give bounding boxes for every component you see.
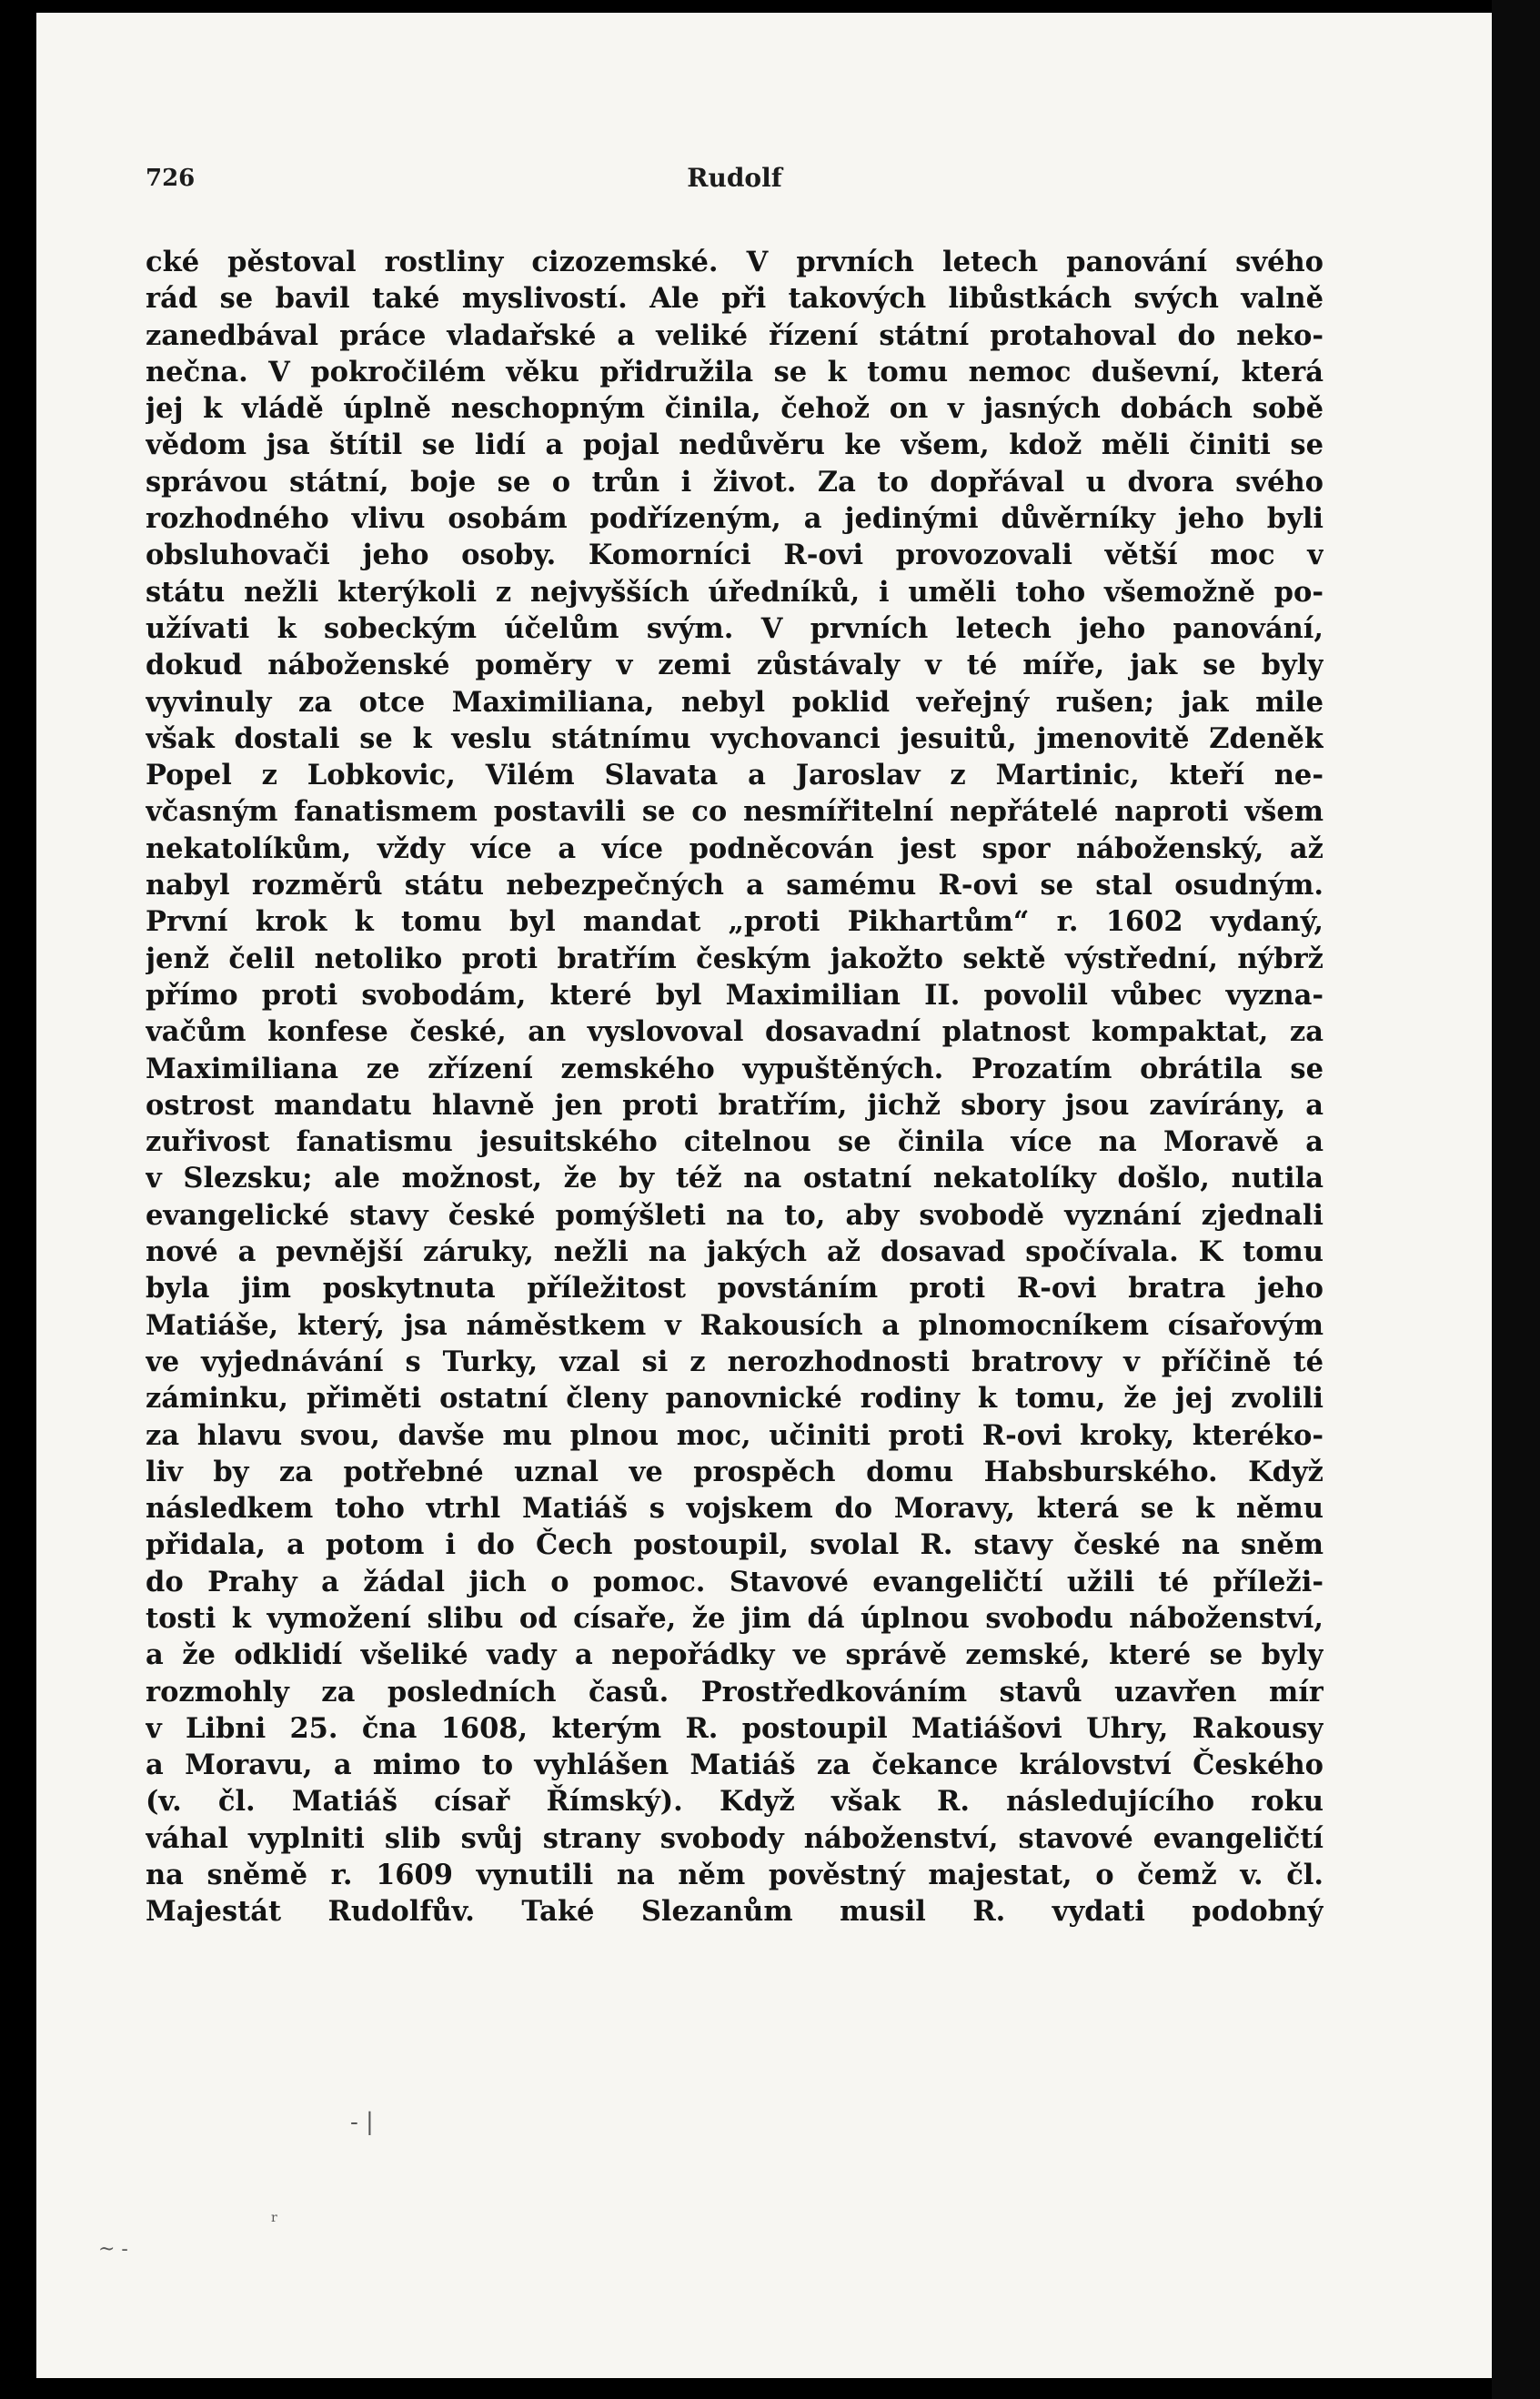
body-text: [146, 244, 1324, 1930]
text-line: jenž čelil netoliko proti bratřím českým jakožto sektě výstřední, nýbrž: [146, 942, 1324, 975]
text-line: v Libni 25. čna 1608, kterým R. postoupil Matiášovi Uhry, Rakousy: [146, 1711, 1324, 1745]
text-line: vědom jsa štítil se lidí a pojal nedůvěru ke všem, kdož měli činiti se: [146, 428, 1324, 462]
text-line: váhal vyplniti slib svůj strany svobody náboženství, stavové evangeličtí: [146, 1821, 1324, 1855]
text-line: zuřivost fanatismu jesuitského citelnou se činila více na Moravě a: [146, 1125, 1324, 1159]
text-line: byla jim poskytnuta příležitost povstáním proti R-ovi bratra jeho: [146, 1272, 1324, 1305]
text-line: Maximiliana ze zřízení zemského vypuštěných. Prozatím obrátila se: [146, 1052, 1324, 1085]
text-line: zanedbával práce vladařské a veliké řízení státní protahoval do neko-: [146, 318, 1324, 352]
text-line: nekatolíkům, vždy více a více podněcován jest spor náboženský, až: [146, 832, 1324, 865]
text-line: státu nežli kterýkoli z nejvyšších úředníků, i uměli toho všemožně po-: [146, 575, 1324, 609]
page-edge-shadow: [1492, 0, 1540, 2399]
text-line: ostrost mandatu hlavně jen proti bratřím, jichž sbory jsou zavírány, a: [146, 1088, 1324, 1122]
stray-mark: - |: [350, 2109, 374, 2136]
page-number: 726: [146, 165, 196, 192]
text-line: správou státní, boje se o trůn i život. Za to dopřával u dvora svého: [146, 465, 1324, 499]
text-line: (v. čl. Matiáš císař Římský). Když však R. následujícího roku: [146, 1785, 1324, 1819]
text-line: užívati k sobeckým účelům svým. V prvních letech jeho panování,: [146, 611, 1324, 645]
text-line: Matiáše, který, jsa náměstkem v Rakousích a plnomocníkem císařovým: [146, 1308, 1324, 1342]
text-line: Popel z Lobkovic, Vilém Slavata a Jaroslav z Martinic, kteří ne-: [146, 759, 1324, 792]
text-line: do Prahy a žádal jich o pomoc. Stavové evangeličtí užili té příleži-: [146, 1565, 1324, 1598]
text-line: v Slezsku; ale možnost, že by též na ostatní nekatolíky došlo, nutila: [146, 1162, 1324, 1195]
stray-mark-dot: r: [271, 2211, 277, 2225]
running-title: Rudolf: [687, 163, 782, 193]
text-line: Majestát Rudolfův. Také Slezanům musil R. vydati podobný: [146, 1895, 1324, 1929]
page-header: [146, 159, 1324, 199]
text-line: rozmohly za posledních časů. Prostředkováním stavů uzavřen mír: [146, 1675, 1324, 1709]
text-line: následkem toho vtrhl Matiáš s vojskem do Moravy, která se k němu: [146, 1492, 1324, 1526]
text-line: jej k vládě úplně neschopným činila, čehož on v jasných dobách sobě: [146, 392, 1324, 426]
text-line: cké pěstoval rostliny cizozemské. V prvních letech panování svého: [146, 246, 1324, 278]
text-line: na sněmě r. 1609 vynutili na něm pověstný majestat, o čemž v. čl.: [146, 1859, 1324, 1892]
text-line: rád se bavil také myslivostí. Ale při takových libůstkách svých valně: [146, 282, 1324, 316]
text-line: vačům konfese české, an vyslovoval dosavadní platnost kompaktat, za: [146, 1015, 1324, 1049]
text-line: nečna. V pokročilém věku přidružila se k tomu nemoc duševní, která: [146, 355, 1324, 388]
text-line: a že odklidí všeliké vady a nepořádky ve správě zemské, které se byly: [146, 1638, 1324, 1672]
text-line: liv by za potřebné uznal ve prospěch domu Habsburského. Když: [146, 1455, 1324, 1488]
text-line: však dostali se k veslu státnímu vychovanci jesuitů, jmenovitě Zdeněk: [146, 721, 1324, 755]
text-line: ve vyjednávání s Turky, vzal si z nerozhodnosti bratrovy v příčině té: [146, 1345, 1324, 1378]
text-line: přímo proti svobodám, které byl Maximilian II. povolil vůbec vyzna-: [146, 978, 1324, 1012]
stray-mark-dash: ~ -: [98, 2238, 128, 2261]
text-line: První krok k tomu byl mandat „proti Pikhartům“ r. 1602 vydaný,: [146, 905, 1324, 939]
text-line: záminku, přiměti ostatní členy panovnické rodiny k tomu, že jej zvolili: [146, 1382, 1324, 1416]
text-line: za hlavu svou, davše mu plnou moc, učiniti proti R-ovi kroky, kteréko-: [146, 1418, 1324, 1452]
text-line: přidala, a potom i do Čech postoupil, svolal R. stavy české na sněm: [146, 1528, 1324, 1562]
text-line: včasným fanatismem postavili se co nesmířitelní nepřátelé naproti všem: [146, 795, 1324, 829]
text-line: dokud náboženské poměry v zemi zůstávaly v té míře, jak se byly: [146, 649, 1324, 682]
text-line: tosti k vymožení slibu od císaře, že jim dá úplnou svobodu náboženství,: [146, 1601, 1324, 1635]
text-line: a Moravu, a mimo to vyhlášen Matiáš za čekance království Českého: [146, 1749, 1324, 1782]
text-line: nové a pevnější záruky, nežli na jakých až dosavad spočívala. K tomu: [146, 1235, 1324, 1269]
text-line: rozhodného vlivu osobám podřízeným, a jedinými důvěrníky jeho byli: [146, 502, 1324, 536]
text-line: vyvinuly za otce Maximiliana, nebyl poklid veřejný rušen; jak mile: [146, 685, 1324, 719]
text-line: nabyl rozměrů státu nebezpečných a samému R-ovi se stal osudným.: [146, 869, 1324, 902]
text-line: evangelické stavy české pomýšleti na to, aby svobodě vyznání zjednali: [146, 1198, 1324, 1232]
text-line: obsluhovači jeho osoby. Komorníci R-ovi provozovali větší moc v: [146, 539, 1324, 572]
